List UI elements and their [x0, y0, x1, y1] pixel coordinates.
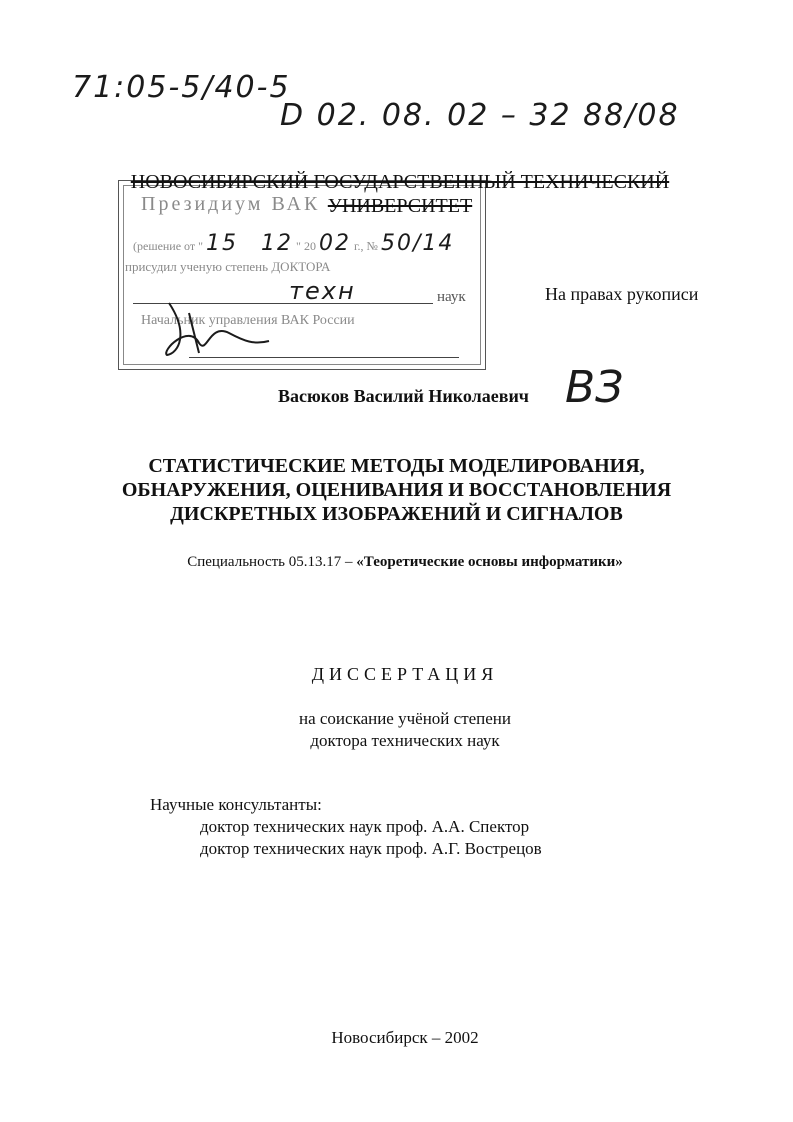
stamp-line-awarded: присудил ученую степень ДОКТОРА: [125, 259, 331, 274]
consultant-item: доктор технических наук проф. А.Г. Вострецов: [200, 839, 542, 858]
title-line: ДИСКРЕТНЫХ ИЗОБРАЖЕНИЙ И СИГНАЛОВ: [170, 503, 623, 525]
specialty-prefix: Специальность 05.13.17 –: [187, 554, 357, 570]
registry-number: D 02. 08. 02 – 32 88/08: [280, 98, 680, 133]
archive-code: 71:05-5/40-5: [72, 70, 291, 105]
stamp-line-nauk: наук: [437, 289, 466, 305]
stamp-line-decision: [133, 231, 454, 256]
consultants-list: [200, 816, 542, 860]
degree-line: доктора технических наук: [310, 731, 500, 750]
author-signature: ВЗ: [565, 362, 624, 413]
degree-statement: [100, 708, 710, 752]
stamp-protocol: 50/14: [380, 231, 455, 256]
consultant-item: доктор технических наук проф. А.А. Спектор: [200, 817, 530, 836]
city-year: Новосибирск – 2002: [331, 1028, 479, 1047]
stamp-decision-year: 02: [318, 231, 351, 256]
stamp-decision-month: 12: [261, 231, 294, 256]
stamp-line-field: [289, 277, 356, 306]
specialty: [100, 554, 710, 571]
stamp-decision-suffix: г., №: [353, 239, 378, 253]
title-line: ОБНАРУЖЕНИЯ, ОЦЕНИВАНИЯ И ВОССТАНОВЛЕНИЯ: [121, 479, 672, 501]
title-line: СТАТИСТИЧЕСКИЕ МЕТОДЫ МОДЕЛИРОВАНИЯ,: [148, 455, 645, 477]
consultants-label: Научные консультанты:: [150, 795, 322, 814]
university-name: НОВОСИБИРСКИЙ ГОСУДАРСТВЕННЫЙ ТЕХНИЧЕСКИЙ УНИВЕРСИТЕТ: [130, 171, 670, 217]
rights-notice: На правах рукописи: [545, 284, 699, 304]
stamp-line-head: Начальник управления ВАК России: [141, 313, 355, 328]
stamp-field-value: техн: [289, 277, 356, 305]
dissertation-title: [100, 454, 693, 526]
degree-line: на соискание учёной степени: [298, 709, 512, 728]
stamp-decision-day: 15: [206, 231, 239, 256]
specialty-name: «Теоретические основы информатики»: [356, 554, 623, 570]
stamp-decision-prefix: (решение от ": [133, 239, 204, 253]
document-type: ДИССЕРТАЦИЯ: [311, 664, 499, 684]
author-name: Васюков Василий Николаевич: [278, 386, 529, 406]
stamp-decision-mid: " 20: [296, 239, 316, 253]
stamp-line-presidium: Президиум ВАК: [141, 193, 321, 215]
stamp-signature-icon: [159, 293, 279, 363]
